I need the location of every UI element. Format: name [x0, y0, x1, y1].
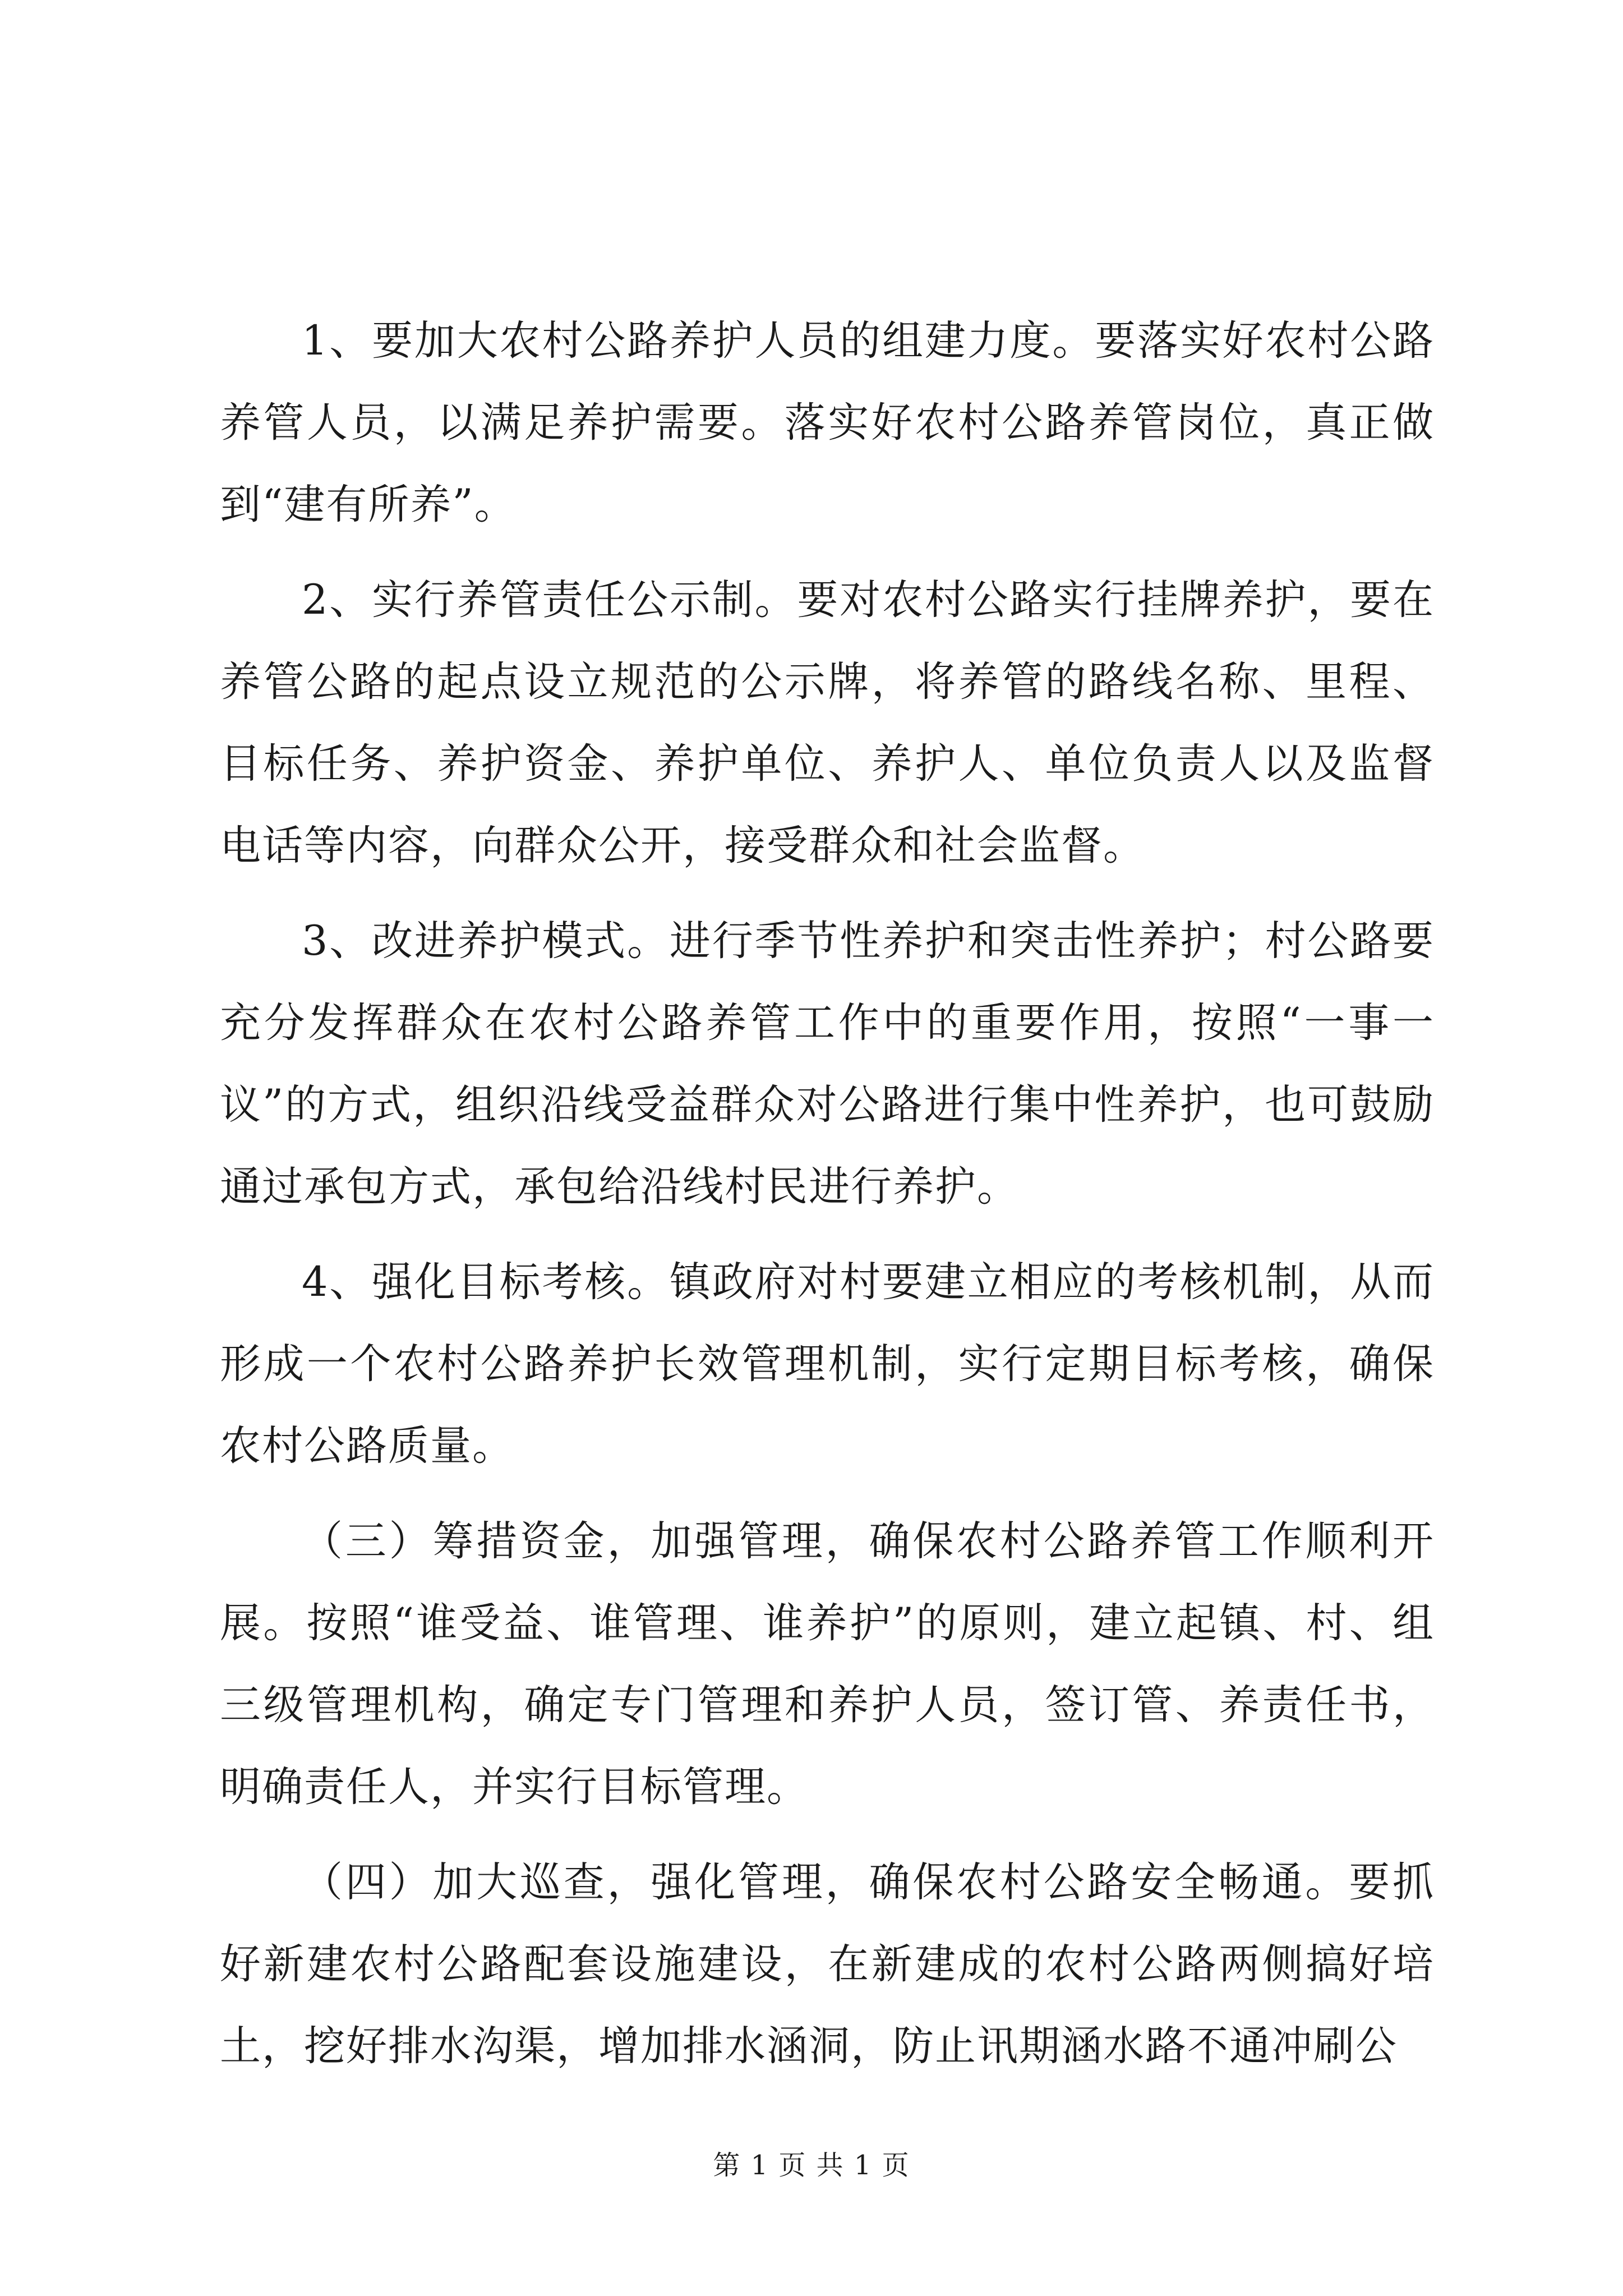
paragraph-2: 2、实行养管责任公示制。要对农村公路实行挂牌养护，要在养管公路的起点设立规范的公示牌，将养管的路线名称、里程、目标任务、养护资金、养护单位、养护人、单位负责人以及监督电话等内容，向群众公开，接受群众和社会监督。 — [220, 576, 1435, 869]
paragraph-3: 3、改进养护模式。进行季节性养护和突击性养护；村公路要充分发挥群众在农村公路养管工作中的重要作用，按照“一事一议”的方式，组织沿线受益群众对公路进行集中性养护，也可鼓励通过承包方式，承包给沿线村民进行养护。 — [220, 917, 1435, 1211]
page-number-footer: 第 1 页 共 1 页 — [713, 2150, 910, 2181]
document-body — [220, 300, 1435, 2087]
paragraph-6: （四）加大巡查，强化管理，确保农村公路安全畅通。要抓好新建农村公路配套设施建设，在新建成的农村公路两侧搞好培土，挖好排水沟渠，增加排水涵洞，防止讯期涵水路不通冲刷公 — [220, 1858, 1435, 2070]
paragraph-1: 1、要加大农村公路养护人员的组建力度。要落实好农村公路养管人员，以满足养护需要。落实好农村公路养管岗位，真正做到“建有所养”。 — [220, 317, 1435, 528]
paragraph-5: （三）筹措资金，加强管理，确保农村公路养管工作顺利开展。按照“谁受益、谁管理、谁养护”的原则，建立起镇、村、组三级管理机构，确定专门管理和养护人员，签订管、养责任书，明确责任人，并实行目标管理。 — [220, 1517, 1435, 1811]
paragraph-4: 4、强化目标考核。镇政府对村要建立相应的考核机制，从而形成一个农村公路养护长效管理机制，实行定期目标考核，确保农村公路质量。 — [220, 1258, 1435, 1470]
